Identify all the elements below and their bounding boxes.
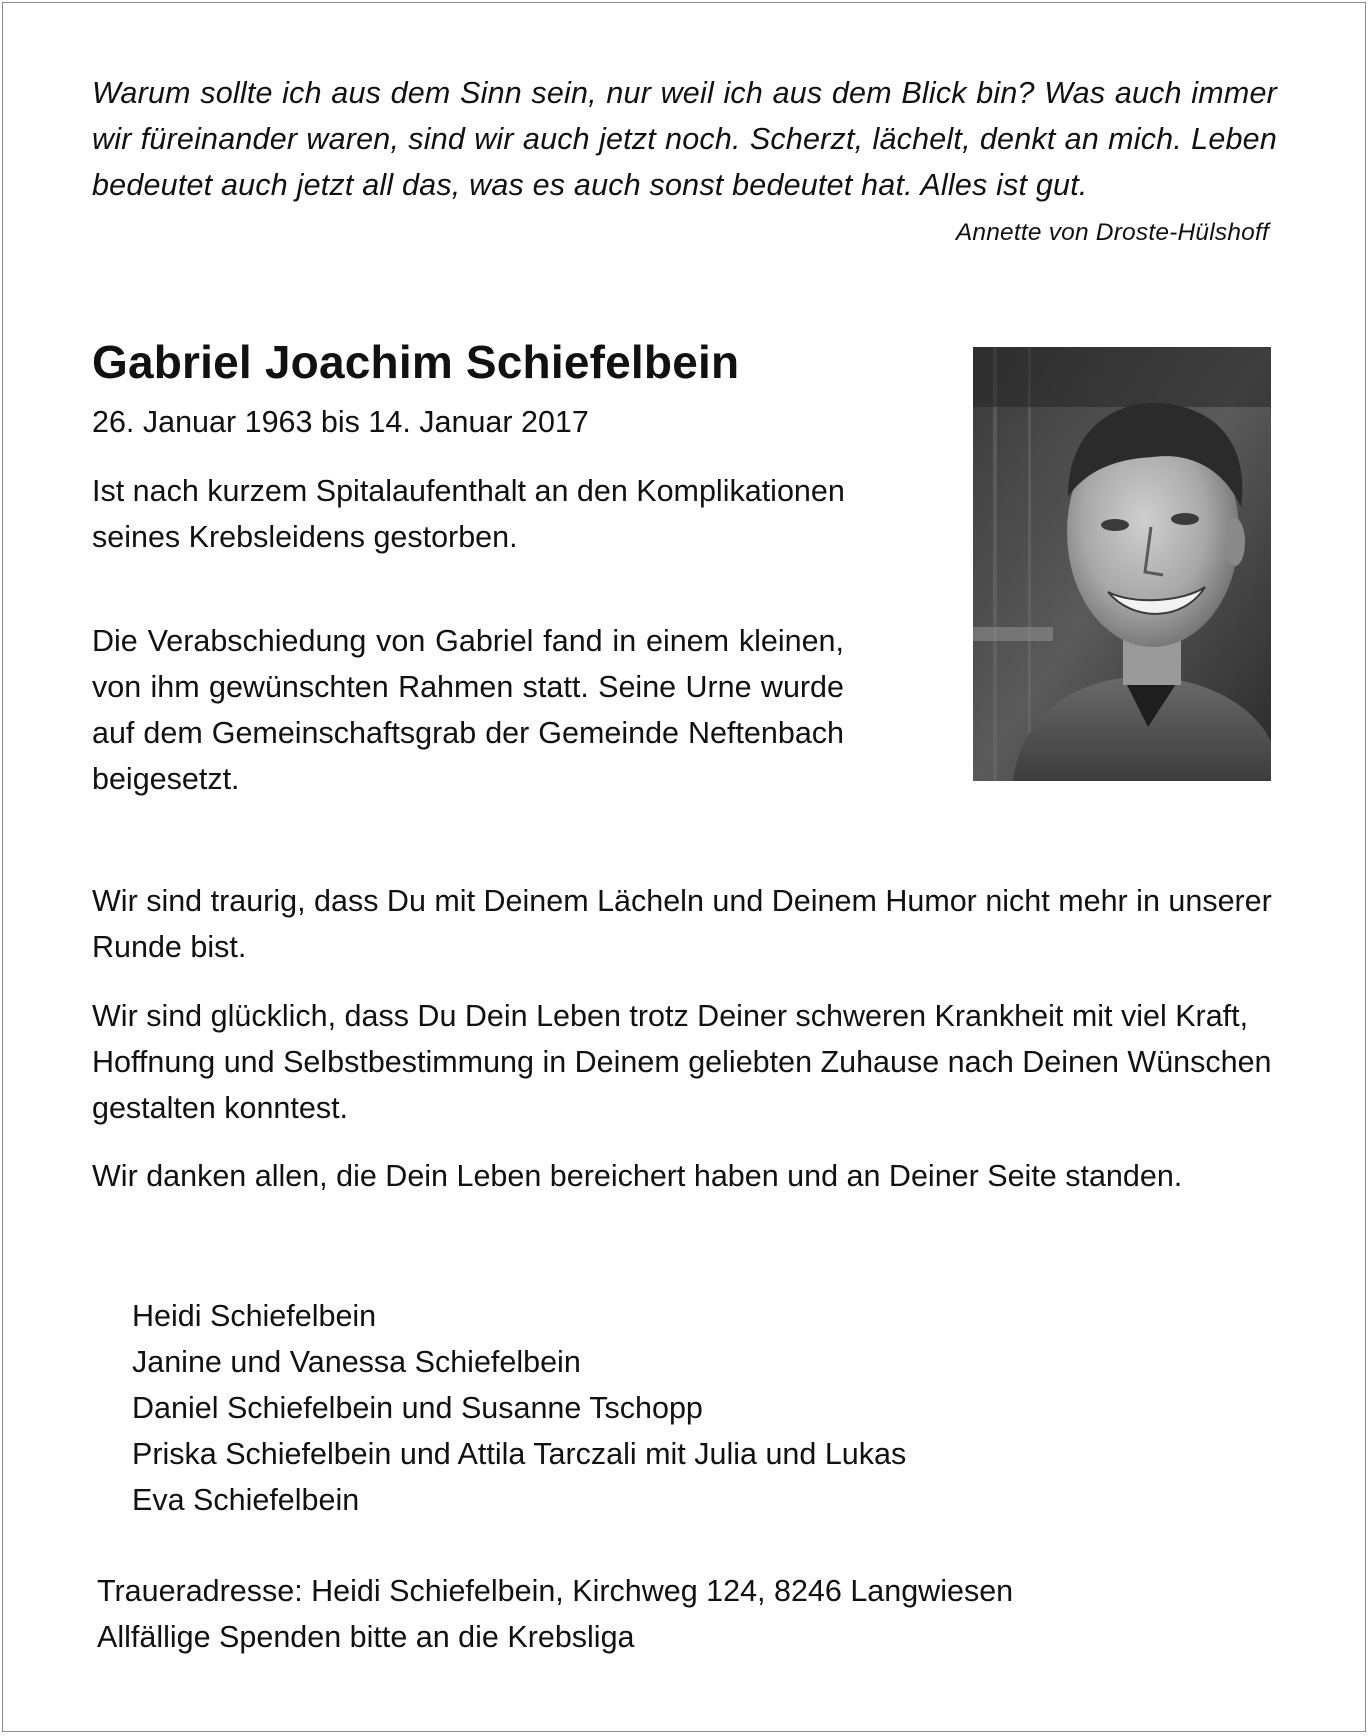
paragraph-farewell: Die Verabschiedung von Gabriel fand in einem kleinen, von ihm gewünschten Rahmen statt. Seine Urne wurde auf dem Gemeinschaftsgrab der Gemeinde Neftenbach beigesetzt. — [92, 624, 844, 796]
paragraph-thanks: Wir danken allen, die Dein Leben bereichert haben und an Deiner Seite standen. — [92, 1159, 1183, 1193]
mourning-address: Traueradresse: Heidi Schiefelbein, Kirchweg 124, 8246 Langwiesen — [97, 1574, 1014, 1608]
life-dates: 26. Januar 1963 bis 14. Januar 2017 — [92, 405, 589, 439]
quote-block — [92, 70, 1277, 256]
paragraph-death-notice: Ist nach kurzem Spitalaufenthalt an den Komplikationen seines Krebsleidens gestorben. — [92, 474, 845, 554]
portrait-photo — [973, 347, 1271, 781]
signer: Janine und Vanessa Schiefelbein — [132, 1345, 581, 1379]
signer: Heidi Schiefelbein — [132, 1299, 377, 1333]
signer: Priska Schiefelbein und Attila Tarczali mit Julia und Lukas — [132, 1437, 907, 1471]
quote-text: Warum sollte ich aus dem Sinn sein, nur weil ich aus dem Blick bin? Was auch immer wir füreinander waren, sind wir auch jetzt noch. Scherzt, lächelt, denkt an mich. Leben bedeutet auch jetzt all das, was es auch sonst bedeutet hat. Alles ist gut. — [92, 76, 1277, 202]
signer: Eva Schiefelbein — [132, 1483, 360, 1517]
paragraph-sadness: Wir sind traurig, dass Du mit Deinem Lächeln und Deinem Humor nicht mehr in unserer Runde bist. — [92, 884, 1272, 964]
signers-list — [132, 1293, 906, 1523]
signer: Daniel Schiefelbein und Susanne Tschopp — [132, 1391, 703, 1425]
paragraph-gratitude-life: Wir sind glücklich, dass Du Dein Leben trotz Deiner schweren Krankheit mit viel Kraft, Hoffnung und Selbstbestimmung in Deinem geliebten Zuhause nach Deinen Wünschen gestalten konntest. — [92, 999, 1272, 1125]
deceased-name: Gabriel Joachim Schiefelbein — [92, 336, 740, 388]
footer — [97, 1568, 1013, 1660]
donation-note: Allfällige Spenden bitte an die Krebsliga — [97, 1620, 635, 1654]
quote-author: Annette von Droste-Hülshoff — [955, 219, 1269, 246]
